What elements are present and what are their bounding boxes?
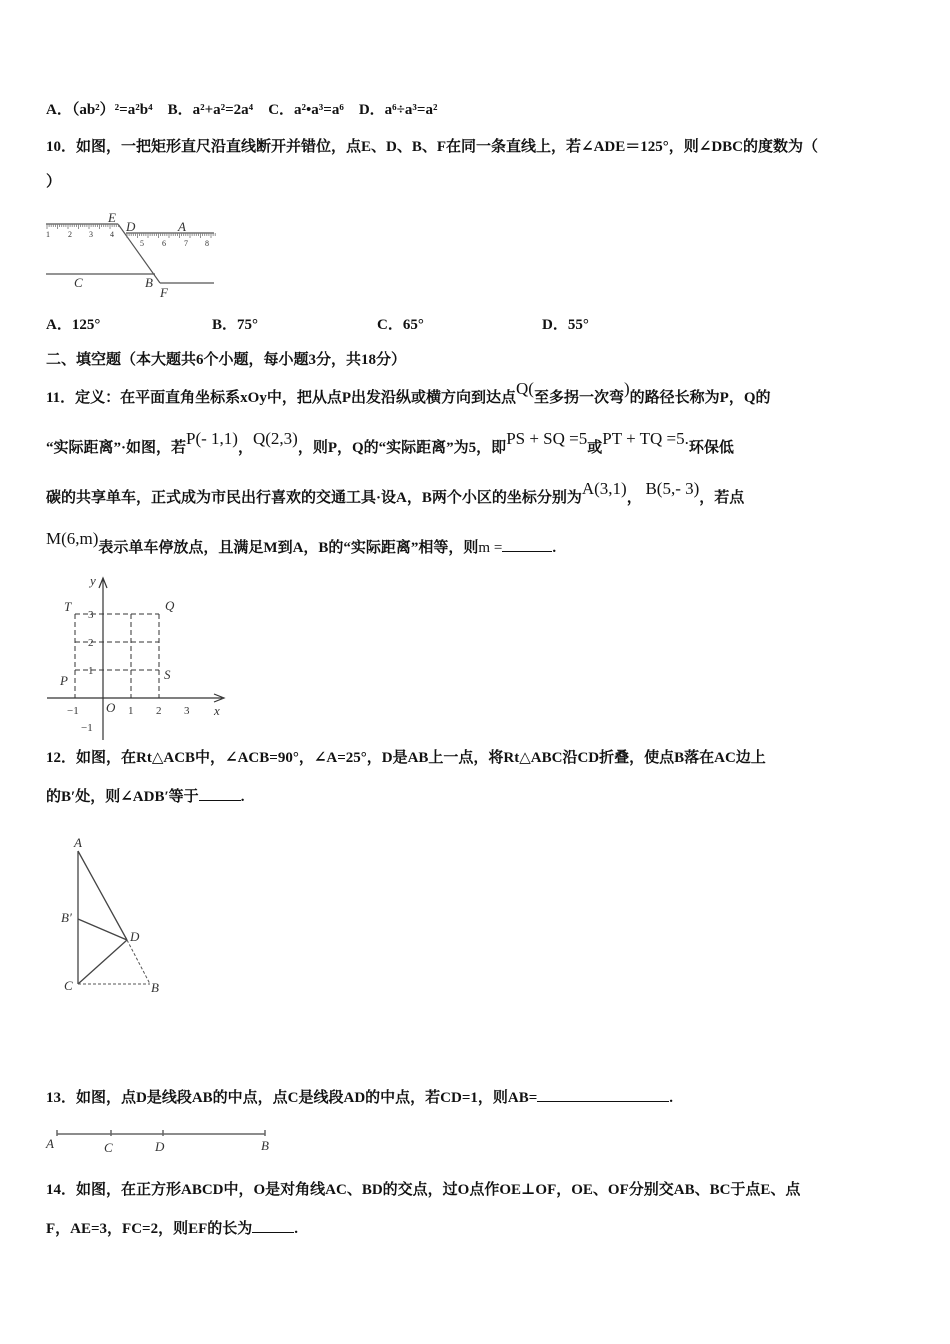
q10-option-d: D．55° <box>542 317 589 333</box>
q10-option-a: A．125° <box>46 317 101 333</box>
ruler-num: 1 <box>46 230 50 239</box>
axis-label-x: x <box>214 703 220 718</box>
q10-text-line1: 10．如图，一把矩形直尺沿直线断开并错位，点E、D、B、F在同一条直线上，若∠ADE＝125°，则∠DBC的度数为（ <box>46 139 818 155</box>
math: P(- 1,1) <box>186 429 238 448</box>
y-tick: 3 <box>88 609 94 621</box>
math: M(6,m) <box>46 529 99 548</box>
label-a: A <box>46 1136 54 1151</box>
q11-text: 至多拐一次弯 <box>533 390 624 406</box>
ruler-num: 4 <box>110 230 114 239</box>
q14-line2 <box>46 1218 298 1239</box>
label-d: D <box>126 219 136 234</box>
label-e: E <box>108 210 116 225</box>
q9-option-a: A．（ab²）²=a²b⁴ <box>46 102 153 118</box>
y-tick: −1 <box>81 722 93 734</box>
ruler-num: 2 <box>68 230 72 239</box>
label-c: C <box>104 1140 113 1155</box>
math: A(3,1) <box>581 479 627 498</box>
q14-text: F，AE=3，FC=2，则EF的长为 <box>46 1221 253 1237</box>
q14-line1: 14．如图，在正方形ABCD中，O是对角线AC、BD的交点，过O点作OE⊥OF，OE、OF分别交AB、BC于点E、点 <box>46 1182 801 1198</box>
q14-text: . <box>294 1221 299 1237</box>
q10-option-c: C．65° <box>377 317 424 333</box>
point-s: S <box>164 667 171 682</box>
q11-text: . <box>552 540 557 556</box>
ruler-num: 5 <box>140 239 144 248</box>
ruler-num: 7 <box>184 239 188 248</box>
label-d: D <box>130 929 140 944</box>
math: ) <box>623 379 630 398</box>
label-a: A <box>74 835 82 850</box>
x-tick: 1 <box>128 705 134 717</box>
ruler-num: 6 <box>162 239 166 248</box>
x-tick: 2 <box>156 705 162 717</box>
label-c: C <box>64 978 73 993</box>
section-heading: 二、填空题（本大题共6个小题，每小题3分，共18分） <box>46 352 407 368</box>
q11-text: ，若点 <box>699 490 745 506</box>
q13-text: 13．如图，点D是线段AB的中点，点C是线段AD的中点，若CD=1，则AB= <box>46 1090 538 1106</box>
label-a: A <box>178 219 186 234</box>
q10-option-b: B．75° <box>212 317 259 333</box>
q9-option-d: D．a⁶÷a³=a² <box>358 102 438 118</box>
answer-blank[interactable] <box>252 1218 294 1233</box>
math: PS + SQ =5 <box>506 429 588 448</box>
q10-text-line2: ） <box>46 174 62 190</box>
q12-line1: 12．如图，在Rt△ACB中，∠ACB=90°，∠A=25°，D是AB上一点，将Rt△ABC沿CD折叠，使点B落在AC边上 <box>46 750 766 766</box>
point-t: T <box>64 599 72 614</box>
q11-text: 环保低 <box>688 440 734 456</box>
x-tick: −1 <box>67 705 79 717</box>
label-d: D <box>155 1139 165 1154</box>
q11-text: 或 <box>587 440 603 456</box>
q11-text: 表示单车停放点，且满足M到A，B的“实际距离”相等，则 <box>98 540 479 556</box>
y-tick: 1 <box>88 665 94 677</box>
math: B(5,- 3) <box>645 479 700 498</box>
q9-option-c: C．a²•a³=a⁶ <box>268 102 344 118</box>
y-tick: 2 <box>88 637 94 649</box>
q11-text: 的路径长称为P，Q的 <box>629 390 771 406</box>
label-b: B <box>151 980 159 995</box>
q11-text: ，则P，Q的“实际距离”为5，即 <box>297 440 507 456</box>
q11-text: 碳的共享单车，正式成为市民出行喜欢的交通工具·设A，B两个小区的坐标分别为 <box>46 490 582 506</box>
q11-text: “实际距离”·如图，若 <box>46 440 187 456</box>
q13-text: . <box>669 1090 674 1106</box>
q12-text: 的B′处，则∠ADB′等于 <box>46 789 199 805</box>
q12-text: . <box>240 789 245 805</box>
point-q: Q <box>165 598 175 613</box>
origin-o: O <box>106 700 116 715</box>
label-b-prime: B′ <box>61 910 72 925</box>
point-p: P <box>60 673 68 688</box>
math: m = <box>478 540 503 556</box>
label-b: B <box>145 275 153 290</box>
label-b: B <box>261 1138 269 1153</box>
label-c: C <box>74 275 83 290</box>
q11-text: 11．定义：在平面直角坐标系xOy中，把从点P出发沿纵或横方向到达点 <box>46 390 517 406</box>
math: Q( <box>516 379 534 398</box>
ruler-num: 8 <box>205 239 209 248</box>
math: PT + TQ =5. <box>602 429 689 448</box>
ruler-num: 3 <box>89 230 93 239</box>
axis-label-y: y <box>90 573 96 588</box>
q11-text: ， <box>237 440 253 456</box>
label-f: F <box>160 285 168 300</box>
math: Q(2,3) <box>252 429 298 448</box>
x-tick: 3 <box>184 705 190 717</box>
q9-option-b: B．a²+a²=2a⁴ <box>167 102 254 118</box>
q11-text: ， <box>626 490 642 506</box>
